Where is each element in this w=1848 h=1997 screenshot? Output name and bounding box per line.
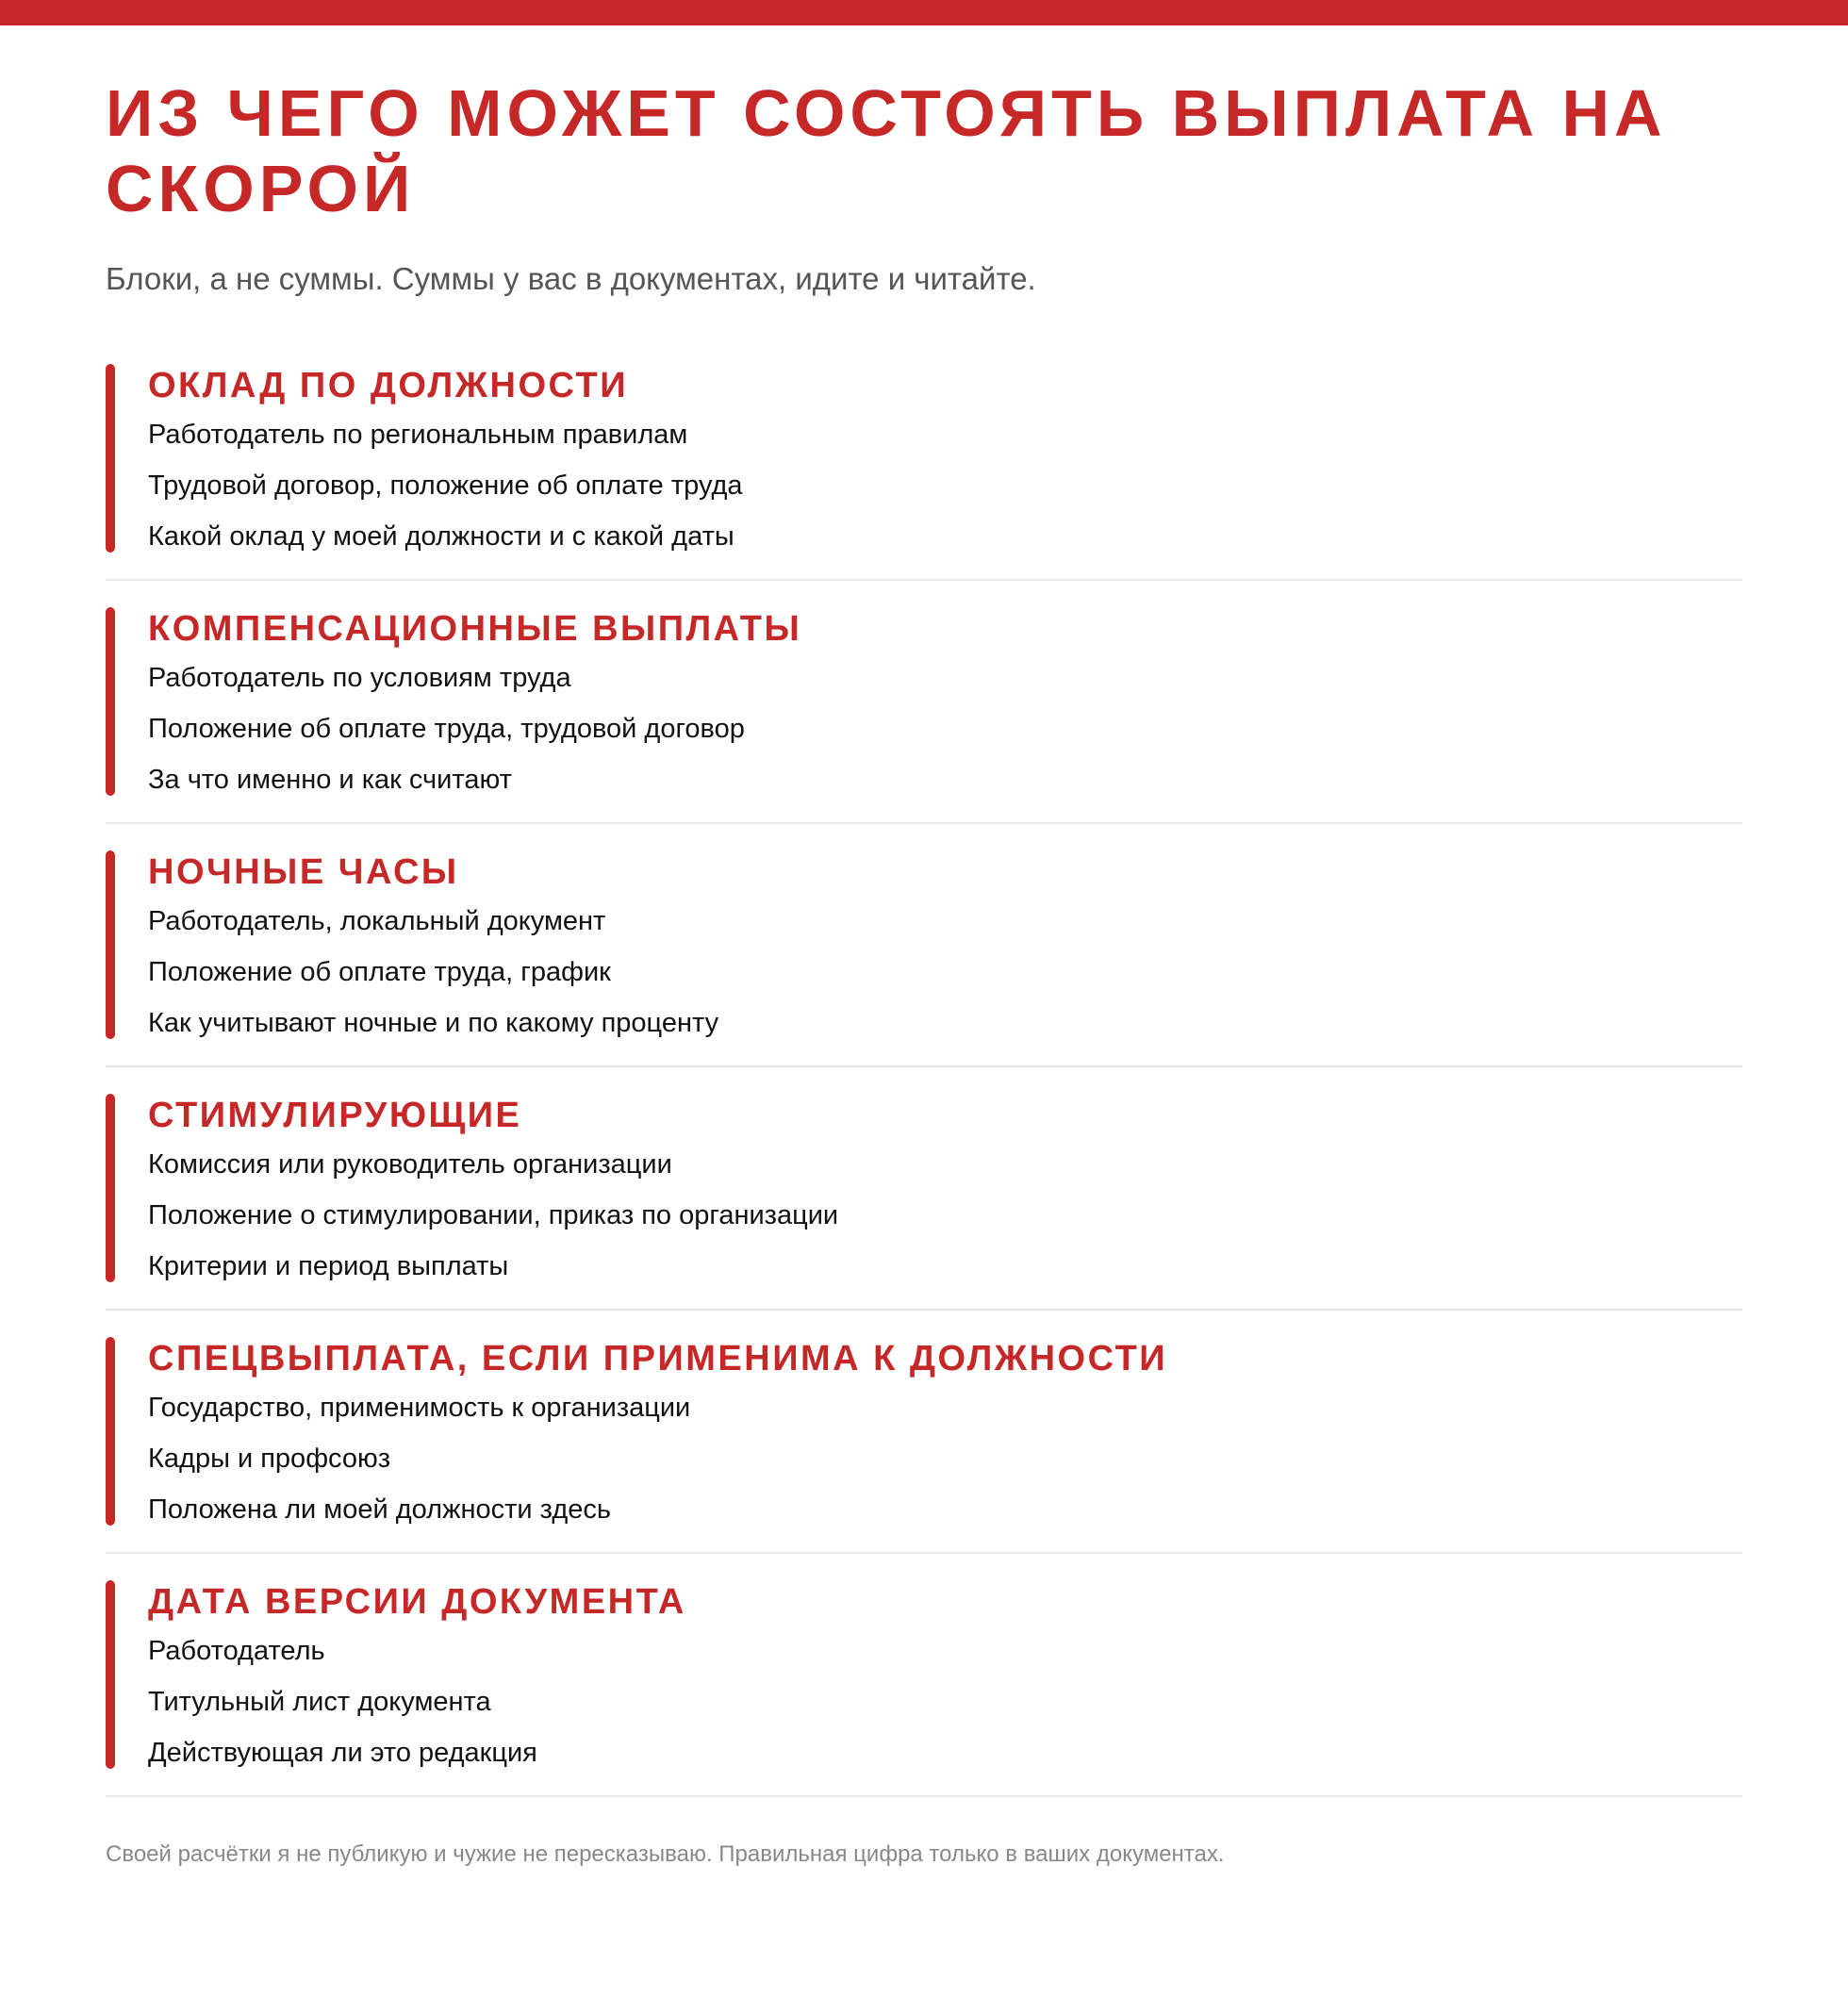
block-accent-bar bbox=[106, 850, 115, 1039]
block-line-where: Положение об оплате труда, трудовой договор bbox=[148, 714, 745, 744]
block-line-what: Действующая ли это редакция bbox=[148, 1738, 537, 1768]
block-body bbox=[148, 1580, 686, 1778]
block-lines bbox=[148, 1139, 838, 1292]
block-lines bbox=[148, 652, 801, 805]
top-accent-bar bbox=[0, 0, 1848, 25]
block-body bbox=[148, 1094, 838, 1292]
page-title: ИЗ ЧЕГО МОЖЕТ СОСТОЯТЬ ВЫПЛАТА НА СКОРОЙ bbox=[106, 76, 1667, 225]
block-line-where: Положение о стимулировании, приказ по организации bbox=[148, 1200, 839, 1230]
block-line-who: Государство, применимость к организации bbox=[148, 1393, 691, 1423]
footer-note: Своей расчётки я не публикую и чужие не пересказываю. Правильная цифра только в ваших документах. bbox=[106, 1841, 1225, 1867]
block-body bbox=[148, 607, 801, 805]
block-line-what: Положена ли моей должности здесь bbox=[148, 1494, 611, 1525]
block-accent-bar bbox=[106, 1337, 115, 1526]
block-line-where: Кадры и профсоюз bbox=[148, 1444, 391, 1474]
block-accent-bar bbox=[106, 1094, 115, 1282]
block-accent-bar bbox=[106, 364, 115, 553]
block-title: СПЕЦВЫПЛАТА, ЕСЛИ ПРИМЕНИМА К ДОЛЖНОСТИ bbox=[148, 1339, 1168, 1378]
block-accent-bar bbox=[106, 607, 115, 796]
block-line-what: За что именно и как считают bbox=[148, 765, 512, 795]
pay-block-document-version bbox=[106, 1554, 1742, 1797]
block-body bbox=[148, 364, 743, 562]
pay-blocks-list bbox=[106, 364, 1742, 1797]
page-subtitle: Блоки, а не суммы. Суммы у вас в документах, идите и читайте. bbox=[106, 261, 1036, 296]
block-line-who: Работодатель по условиям труда bbox=[148, 663, 571, 693]
block-body bbox=[148, 850, 718, 1048]
block-line-what: Какой оклад у моей должности и с какой даты bbox=[148, 521, 734, 552]
block-lines bbox=[148, 1382, 1167, 1535]
page-content bbox=[106, 75, 1742, 1869]
block-line-who: Работодатель, локальный документ bbox=[148, 906, 606, 936]
block-title: ОКЛАД ПО ДОЛЖНОСТИ bbox=[148, 366, 629, 405]
block-line-where: Титульный лист документа bbox=[148, 1687, 491, 1717]
block-title: ДАТА ВЕРСИИ ДОКУМЕНТА bbox=[148, 1582, 686, 1622]
block-line-where: Трудовой договор, положение об оплате труда bbox=[148, 470, 743, 501]
block-title: КОМПЕНСАЦИОННЫЕ ВЫПЛАТЫ bbox=[148, 609, 802, 649]
block-line-who: Комиссия или руководитель организации bbox=[148, 1149, 672, 1180]
pay-block-special-payment bbox=[106, 1311, 1742, 1554]
block-body bbox=[148, 1337, 1167, 1535]
pay-block-night-hours bbox=[106, 824, 1742, 1067]
block-title: НОЧНЫЕ ЧАСЫ bbox=[148, 852, 459, 892]
block-line-what: Критерии и период выплаты bbox=[148, 1251, 509, 1281]
block-line-what: Как учитывают ночные и по какому проценту bbox=[148, 1008, 719, 1038]
pay-block-compensation bbox=[106, 581, 1742, 824]
block-title: СТИМУЛИРУЮЩИЕ bbox=[148, 1096, 522, 1135]
block-lines bbox=[148, 896, 718, 1048]
block-line-where: Положение об оплате труда, график bbox=[148, 957, 611, 987]
block-lines bbox=[148, 409, 743, 562]
block-accent-bar bbox=[106, 1580, 115, 1769]
block-line-who: Работодатель bbox=[148, 1636, 325, 1666]
block-line-who: Работодатель по региональным правилам bbox=[148, 420, 688, 450]
block-lines bbox=[148, 1626, 686, 1778]
pay-block-incentive bbox=[106, 1067, 1742, 1311]
pay-block-salary bbox=[106, 364, 1742, 581]
